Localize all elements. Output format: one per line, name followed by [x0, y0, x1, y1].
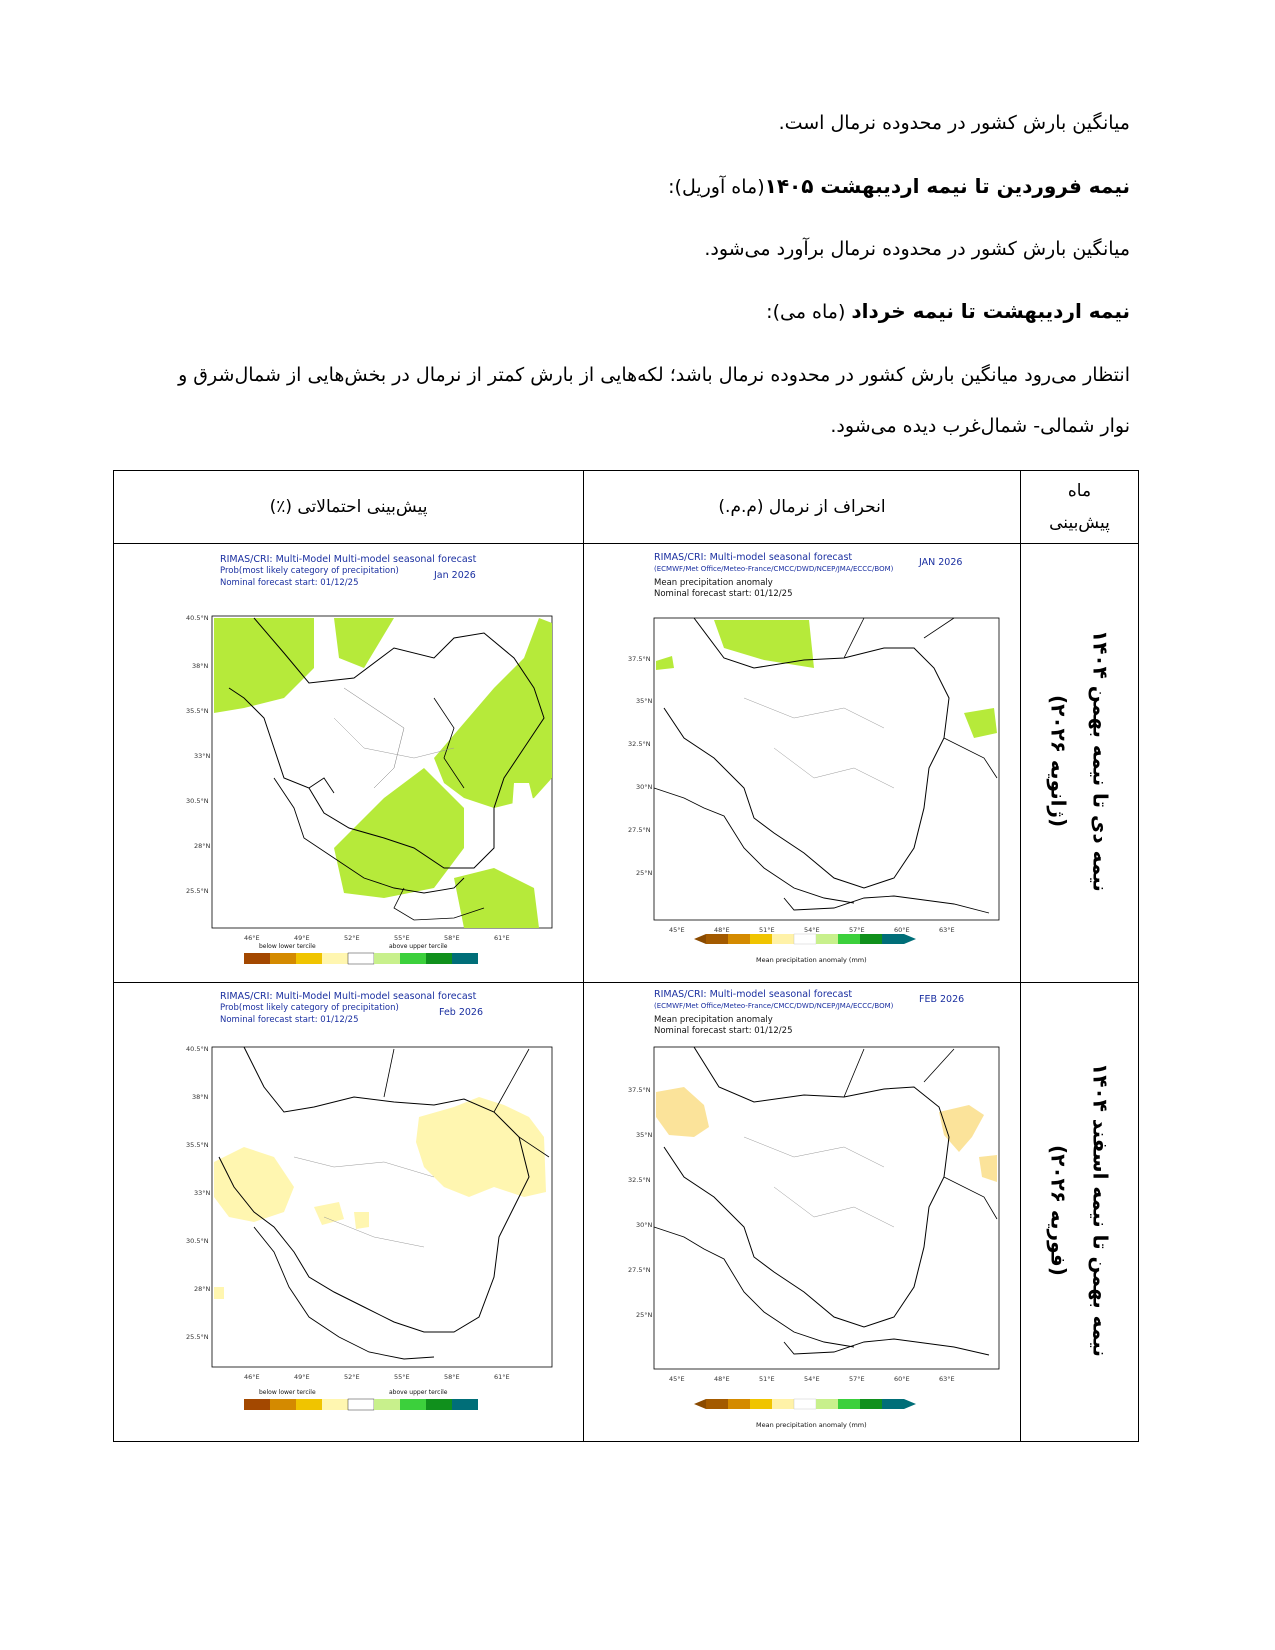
prob-map-jan-month: Jan 2026: [434, 570, 476, 581]
lead-label-feb-line1: نیمه بهمن تا نیمه اسفند ۱۴۰۴: [1088, 1063, 1113, 1357]
svg-text:28°N: 28°N: [194, 842, 211, 850]
lead-label-jan-line1: نیمه دی تا نیمه بهمن ۱۴۰۴: [1088, 630, 1113, 892]
lead-label-feb-line2: (فوریه ۲۰۲۶): [1046, 1144, 1071, 1276]
svg-text:61°E: 61°E: [494, 934, 510, 942]
header-month-line2: پیش‌بینی: [1049, 513, 1110, 533]
header-anomaly: انحراف از نرمال (م.م.): [584, 471, 1021, 544]
heading-may-rest: (ماه می):: [766, 301, 852, 323]
svg-text:30.5°N: 30.5°N: [186, 1237, 209, 1245]
prob-map-jan-below-label: below lower tercile: [259, 943, 316, 950]
svg-text:57°E: 57°E: [849, 926, 865, 934]
svg-text:35°N: 35°N: [636, 1131, 653, 1139]
svg-text:33°N: 33°N: [194, 1189, 211, 1197]
svg-text:25.5°N: 25.5°N: [186, 1333, 209, 1341]
paragraph-april: میانگین بارش کشور در محدوده نرمال برآورد می‌شود.: [704, 238, 1130, 260]
paragraph-may-line2: نوار شمالی- شمال‌غرب دیده می‌شود.: [830, 415, 1130, 437]
svg-text:40.5°N: 40.5°N: [186, 1045, 209, 1053]
svg-text:38°N: 38°N: [192, 1093, 209, 1101]
lead-label-jan-line2: (ژانویه ۲۰۲۶): [1046, 694, 1071, 828]
svg-text:54°E: 54°E: [804, 926, 820, 934]
anomaly-map-jan-subtitle: (ECMWF/Met Office/Meteo-France/CMCC/DWD/NCEP/JMA/ECCC/BOM): [654, 565, 894, 573]
prob-map-jan-subtitle: Prob(most likely category of precipitation): [220, 566, 399, 576]
svg-text:38°N: 38°N: [192, 662, 209, 670]
header-month-line1: ماه: [1067, 481, 1092, 501]
svg-text:25°N: 25°N: [636, 1311, 653, 1319]
anomaly-map-feb-month: FEB 2026: [919, 994, 965, 1005]
prob-map-jan-above-label: above upper tercile: [389, 943, 448, 950]
anomaly-map-jan-colorbar-label: Mean precipitation anomaly (mm): [756, 956, 867, 964]
svg-text:30.5°N: 30.5°N: [186, 797, 209, 805]
anomaly-map-jan-title: RIMAS/CRI: Multi-model seasonal forecast: [654, 552, 853, 563]
anomaly-map-feb-colorbar-label: Mean precipitation anomaly (mm): [756, 1421, 867, 1429]
svg-text:48°E: 48°E: [714, 1375, 730, 1383]
svg-text:28°N: 28°N: [194, 1285, 211, 1293]
svg-text:54°E: 54°E: [804, 1375, 820, 1383]
svg-text:30°N: 30°N: [636, 783, 653, 791]
svg-text:63°E: 63°E: [939, 926, 955, 934]
lead-cell-feb: [1021, 983, 1139, 1442]
anomaly-map-jan-start: Nominal forecast start: 01/12/25: [654, 589, 793, 599]
svg-text:35°N: 35°N: [636, 697, 653, 705]
svg-text:52°E: 52°E: [344, 934, 360, 942]
prob-map-jan-start: Nominal forecast start: 01/12/25: [220, 578, 359, 588]
header-month: [1021, 471, 1139, 544]
svg-text:37.5°N: 37.5°N: [628, 1086, 651, 1094]
forecast-table: [113, 470, 1139, 1442]
svg-text:37.5°N: 37.5°N: [628, 655, 651, 663]
svg-text:32.5°N: 32.5°N: [628, 1176, 651, 1184]
heading-april-bold: نیمه فروردین تا نیمه اردیبهشت ۱۴۰۵: [764, 174, 1130, 198]
svg-text:27.5°N: 27.5°N: [628, 826, 651, 834]
svg-text:49°E: 49°E: [294, 1373, 310, 1381]
svg-text:32.5°N: 32.5°N: [628, 740, 651, 748]
svg-text:52°E: 52°E: [344, 1373, 360, 1381]
anomaly-map-feb: [594, 987, 1014, 1439]
anomaly-map-jan-month: JAN 2026: [919, 557, 963, 568]
lead-label-jan: [1038, 630, 1122, 892]
prob-map-feb-title: RIMAS/CRI: Multi-Model Multi-model seasonal forecast: [220, 991, 477, 1002]
svg-text:25°N: 25°N: [636, 869, 653, 877]
prob-map-feb-below-label: below lower tercile: [259, 1389, 316, 1396]
svg-text:40.5°N: 40.5°N: [186, 614, 209, 622]
prob-map-jan-title: RIMAS/CRI: Multi-Model Multi-model seasonal forecast: [220, 554, 477, 565]
lead-cell-jan: [1021, 544, 1139, 983]
heading-may: [766, 299, 1130, 323]
svg-text:51°E: 51°E: [759, 1375, 775, 1383]
prob-map-feb-month: Feb 2026: [439, 1007, 484, 1018]
svg-text:55°E: 55°E: [394, 1373, 410, 1381]
lead-label-feb: [1038, 1063, 1122, 1357]
svg-text:63°E: 63°E: [939, 1375, 955, 1383]
prob-map-cell-jan: [114, 544, 584, 983]
svg-text:60°E: 60°E: [894, 926, 910, 934]
svg-text:30°N: 30°N: [636, 1221, 653, 1229]
svg-text:58°E: 58°E: [444, 1373, 460, 1381]
anomaly-map-feb-subtitle: (ECMWF/Met Office/Meteo-France/CMCC/DWD/NCEP/JMA/ECCC/BOM): [654, 1002, 894, 1010]
prob-map-jan: [134, 548, 574, 980]
anomaly-map-feb-start: Nominal forecast start: 01/12/25: [654, 1026, 793, 1036]
header-probabilistic: پیش‌بینی احتمالاتی (٪): [114, 471, 584, 544]
paragraph-normal-range: میانگین بارش کشور در محدوده نرمال است.: [778, 112, 1130, 134]
heading-april: [668, 174, 1130, 198]
heading-april-rest: (ماه آوریل):: [668, 176, 765, 198]
anomaly-map-jan-field: Mean precipitation anomaly: [654, 578, 773, 588]
anomaly-map-cell-jan: [584, 544, 1021, 983]
svg-text:61°E: 61°E: [494, 1373, 510, 1381]
svg-text:57°E: 57°E: [849, 1375, 865, 1383]
prob-map-cell-feb: [114, 983, 584, 1442]
svg-text:33°N: 33°N: [194, 752, 211, 760]
anomaly-map-cell-feb: [584, 983, 1021, 1442]
prob-map-feb-subtitle: Prob(most likely category of precipitation): [220, 1003, 399, 1013]
svg-text:55°E: 55°E: [394, 934, 410, 942]
svg-text:35.5°N: 35.5°N: [186, 707, 209, 715]
anomaly-map-feb-title: RIMAS/CRI: Multi-model seasonal forecast: [654, 989, 853, 1000]
svg-text:45°E: 45°E: [669, 1375, 685, 1383]
paragraph-may-line1: انتظار می‌رود میانگین بارش کشور در محدوده نرمال باشد؛ لکه‌هایی از بارش کمتر از نرمال در بخش‌هایی از شمال‌شرق و: [178, 364, 1130, 386]
svg-text:35.5°N: 35.5°N: [186, 1141, 209, 1149]
anomaly-map-jan: [594, 548, 1014, 980]
svg-text:49°E: 49°E: [294, 934, 310, 942]
svg-text:27.5°N: 27.5°N: [628, 1266, 651, 1274]
prob-map-feb: [134, 987, 574, 1439]
svg-text:25.5°N: 25.5°N: [186, 887, 209, 895]
prob-map-feb-start: Nominal forecast start: 01/12/25: [220, 1015, 359, 1025]
svg-text:48°E: 48°E: [714, 926, 730, 934]
svg-text:45°E: 45°E: [669, 926, 685, 934]
svg-text:46°E: 46°E: [244, 934, 260, 942]
svg-text:46°E: 46°E: [244, 1373, 260, 1381]
svg-text:58°E: 58°E: [444, 934, 460, 942]
anomaly-map-feb-field: Mean precipitation anomaly: [654, 1015, 773, 1025]
svg-text:60°E: 60°E: [894, 1375, 910, 1383]
heading-may-bold: نیمه اردیبهشت تا نیمه خرداد: [851, 299, 1130, 323]
svg-text:51°E: 51°E: [759, 926, 775, 934]
prob-map-feb-above-label: above upper tercile: [389, 1389, 448, 1396]
